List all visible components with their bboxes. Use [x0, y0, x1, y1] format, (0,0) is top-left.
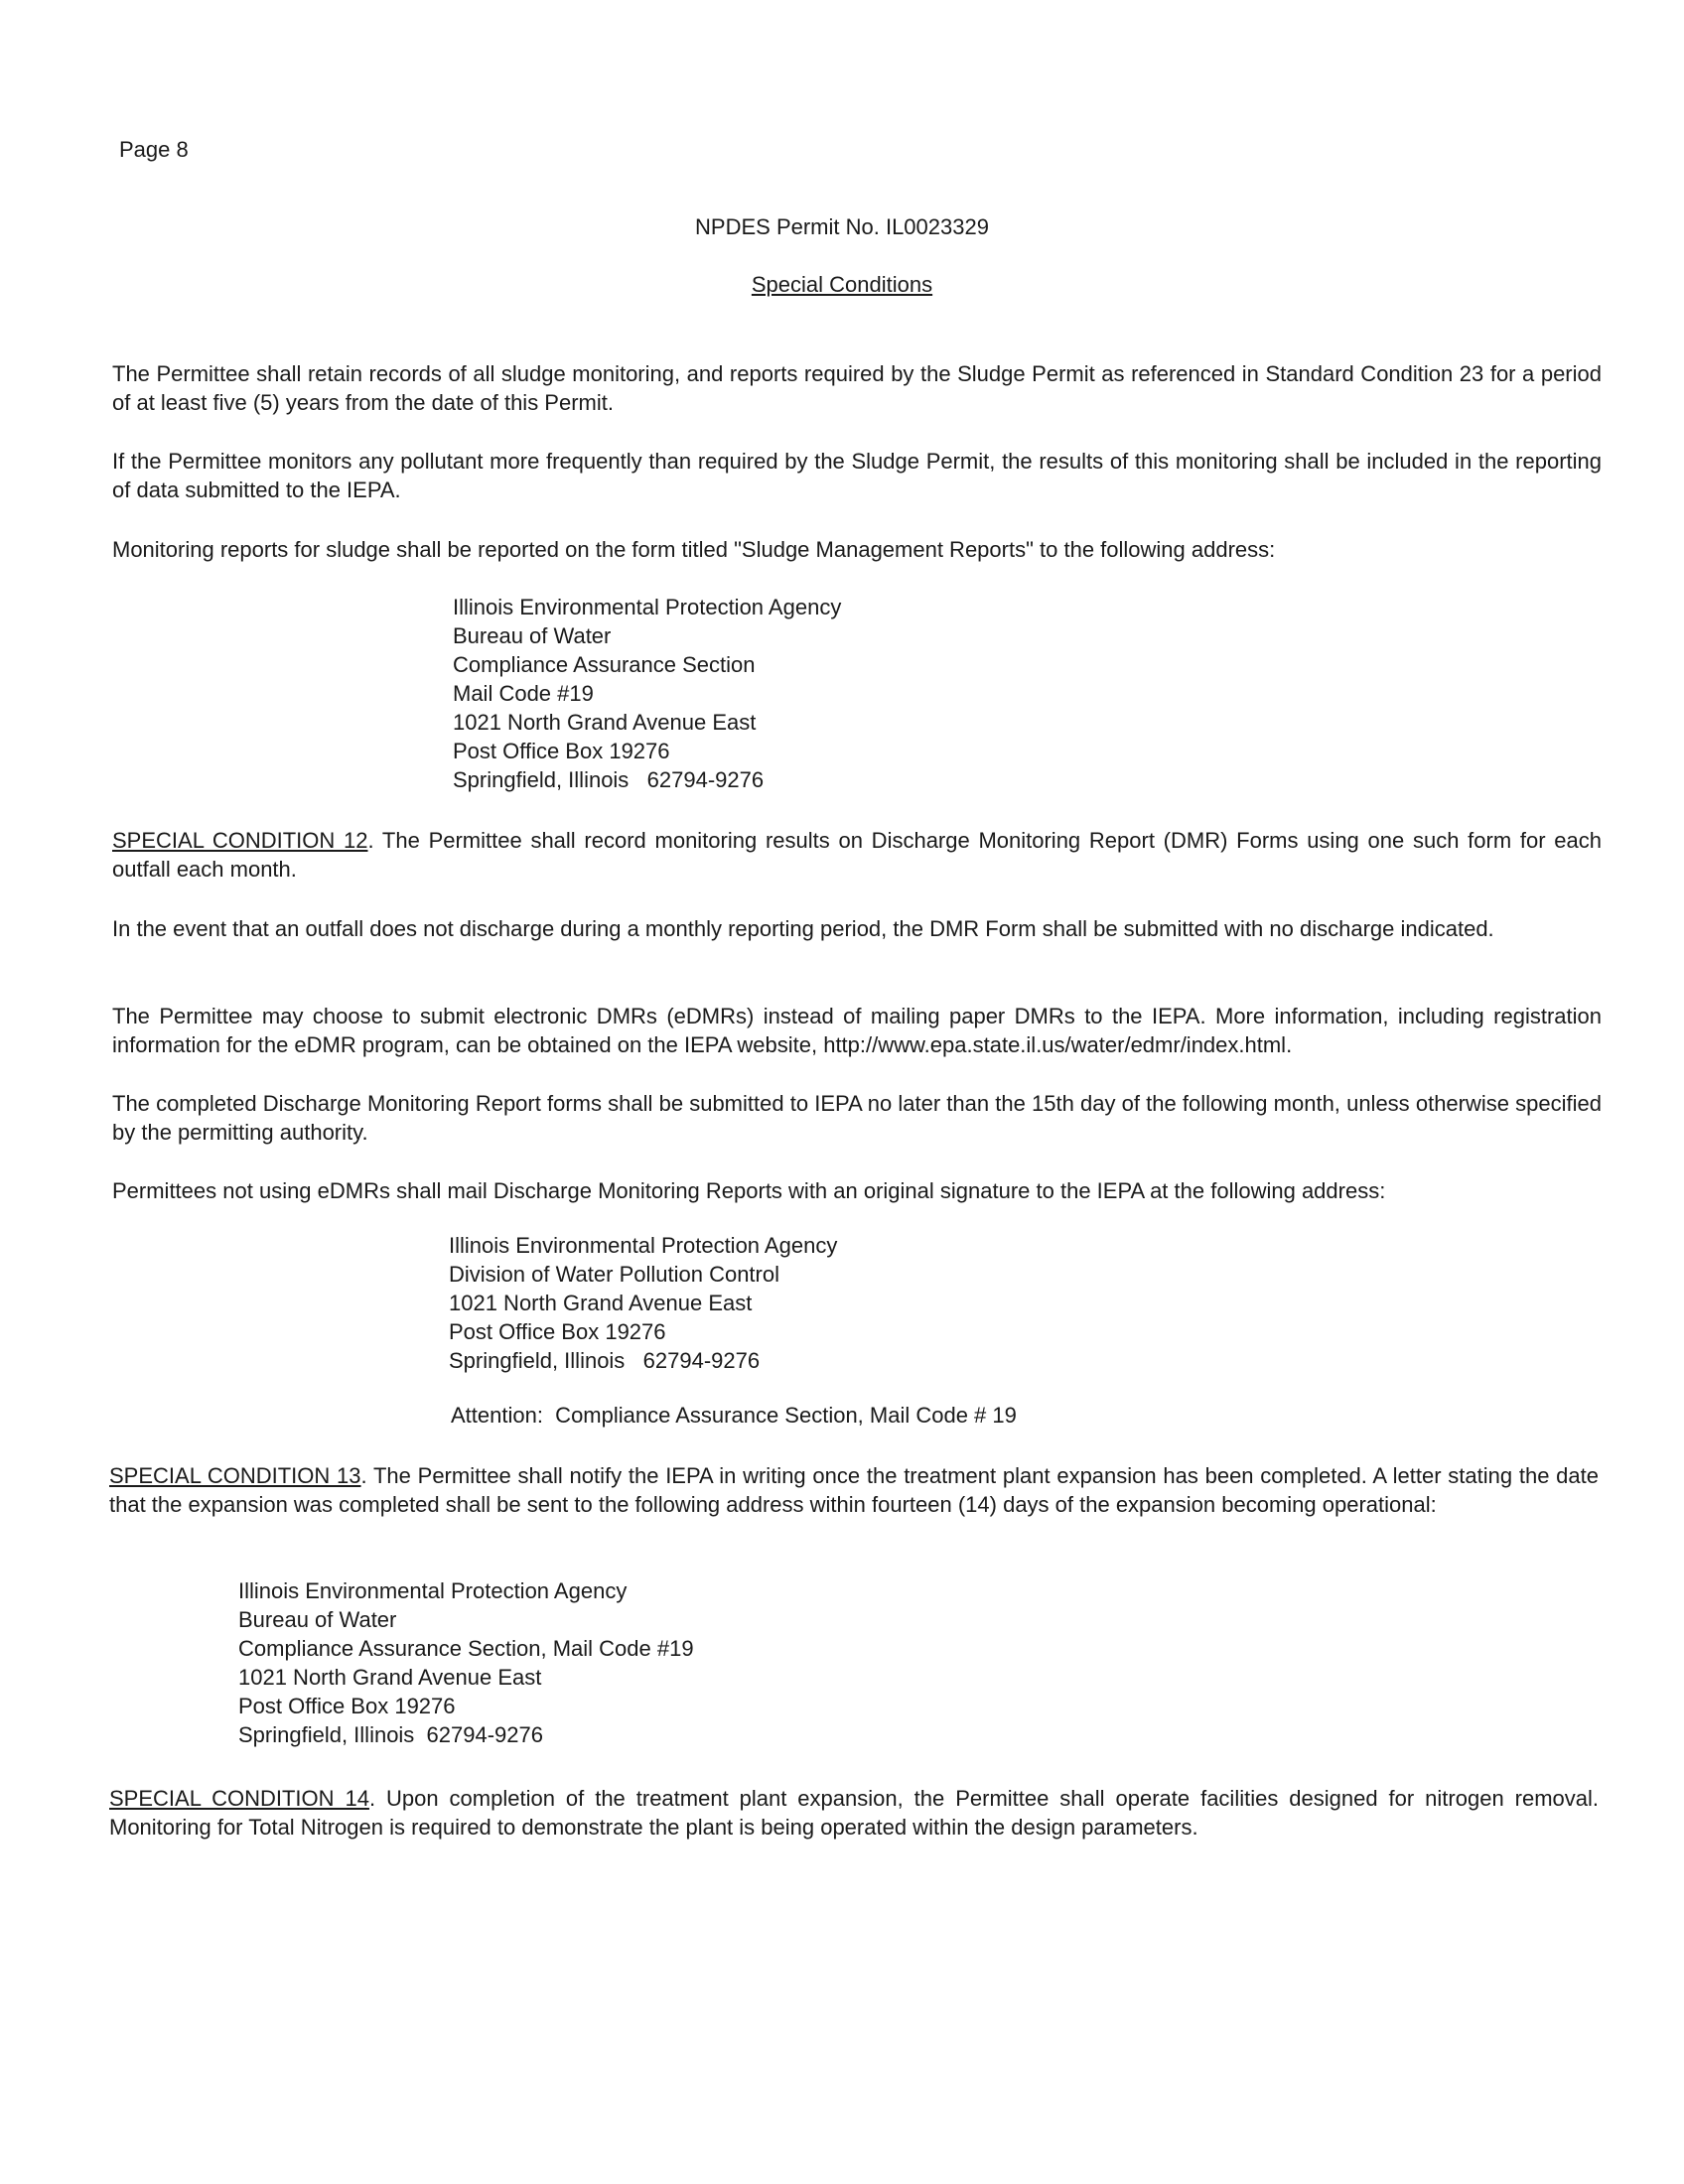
address-line: Compliance Assurance Section, Mail Code #19 — [238, 1636, 694, 1661]
address-line: Bureau of Water — [238, 1607, 397, 1632]
page-number: Page 8 — [119, 137, 189, 162]
address-line: Illinois Environmental Protection Agency — [453, 595, 842, 619]
special-condition-14 — [109, 1784, 1599, 1842]
address-line: 1021 North Grand Avenue East — [449, 1291, 753, 1315]
address-block-expansion — [238, 1576, 694, 1749]
paragraph-sludge-monitoring: If the Permittee monitors any pollutant more frequently than required by the Sludge Permit, the results of this monitoring shall be included in the reporting of data submitted to the IEPA. — [112, 449, 1602, 502]
paragraph-dmr-deadline: The completed Discharge Monitoring Report forms shall be submitted to IEPA no later than the 15th day of the following month, unless otherwise specified by the permitting authority. — [112, 1091, 1602, 1145]
address-block-dmr — [449, 1231, 837, 1375]
paragraph-edmr: The Permittee may choose to submit electronic DMRs (eDMRs) instead of mailing paper DMRs to the IEPA. More information, including registration information for the eDMR program, can be obtained on the IEPA website, http://www.epa.state.il.us/water/edmr/index.html. — [112, 1004, 1602, 1057]
paragraph-no-discharge: In the event that an outfall does not discharge during a monthly reporting period, the DMR Form shall be submitted with no discharge indicated. — [112, 916, 1494, 941]
address-line: Post Office Box 19276 — [238, 1694, 456, 1718]
address-line: Mail Code #19 — [453, 681, 594, 706]
special-condition-13-text: . The Permittee shall notify the IEPA in writing once the treatment plant expansion has been completed. A letter stating the date that the expansion was completed shall be sent to the following address within fourteen (14) days of the expansion becoming operational: — [109, 1463, 1600, 1517]
special-condition-12-text: . The Permittee shall record monitoring results on Discharge Monitoring Report (DMR) Forms using one such form for each outfall each month. — [112, 828, 1602, 882]
paragraph-mail-dmr: Permittees not using eDMRs shall mail Discharge Monitoring Reports with an original signature to the IEPA at the following address: — [112, 1178, 1386, 1203]
address-line: Springfield, Illinois 62794-9276 — [453, 767, 765, 792]
address-line: Bureau of Water — [453, 623, 612, 648]
address-line: Post Office Box 19276 — [453, 739, 670, 763]
attention-line: Attention: Compliance Assurance Section, Mail Code # 19 — [451, 1403, 1017, 1428]
address-line: Compliance Assurance Section — [453, 652, 756, 677]
paragraph-sludge-records: The Permittee shall retain records of all sludge monitoring, and reports required by the Sludge Permit as referenced in Standard Condition 23 for a period of at least five (5) years from the date of this Permit. — [112, 361, 1602, 415]
special-condition-14-label: SPECIAL CONDITION 14 — [109, 1786, 369, 1811]
special-condition-12 — [112, 826, 1602, 884]
section-title: Special Conditions — [751, 272, 933, 297]
special-condition-13-label: SPECIAL CONDITION 13 — [109, 1463, 361, 1488]
address-line: Springfield, Illinois 62794-9276 — [238, 1722, 543, 1747]
address-line: 1021 North Grand Avenue East — [238, 1665, 542, 1690]
address-line: Illinois Environmental Protection Agency — [238, 1578, 628, 1603]
address-line: Springfield, Illinois 62794-9276 — [449, 1348, 761, 1373]
special-condition-13 — [109, 1461, 1599, 1519]
special-condition-14-text: . Upon completion of the treatment plant expansion, the Permittee shall operate facilities designed for nitrogen removal. Monitoring for Total Nitrogen is required to demonstrate the plant is being operated within the design parameters. — [109, 1786, 1599, 1840]
permit-number: NPDES Permit No. IL0023329 — [695, 214, 989, 239]
address-line: Division of Water Pollution Control — [449, 1262, 779, 1287]
special-condition-12-label: SPECIAL CONDITION 12 — [112, 828, 368, 853]
paragraph-sludge-reports: Monitoring reports for sludge shall be reported on the form titled "Sludge Management Reports" to the following address: — [112, 537, 1276, 562]
address-block-sludge — [453, 593, 841, 794]
address-line: Post Office Box 19276 — [449, 1319, 666, 1344]
address-line: 1021 North Grand Avenue East — [453, 710, 757, 735]
address-line: Illinois Environmental Protection Agency — [449, 1233, 838, 1258]
